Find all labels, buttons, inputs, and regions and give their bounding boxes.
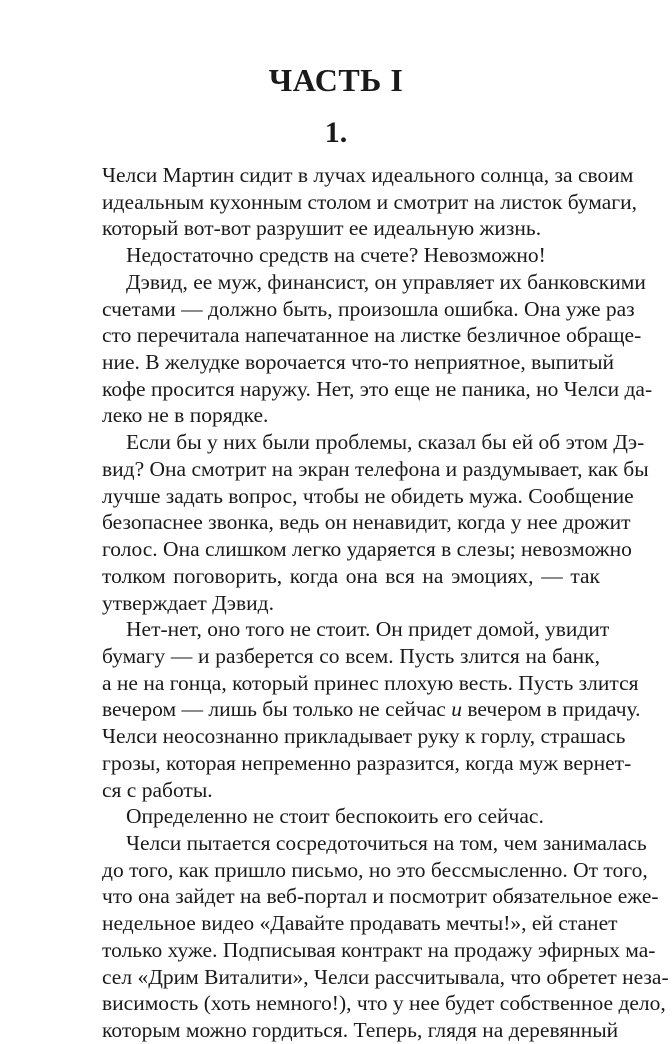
text-line: грозы, которая непременно разразится, когда муж вернет- xyxy=(102,750,632,775)
text-line: Нет-нет, оно того не стоит. Он придет домой, увидит xyxy=(126,617,610,642)
text-line: идеальным кухонным столом и смотрит на листок бумаги, xyxy=(102,189,637,214)
text-line: что она зайдет на веб-портал и посмотрит обязательное еже- xyxy=(102,884,659,909)
text-line: Челси пытается сосредоточиться на том, чем занималась xyxy=(126,830,647,855)
text-line: голос. Она слишком легко ударяется в слезы; невозможно xyxy=(102,537,632,562)
part-title: ЧАСТЬ I xyxy=(268,62,404,98)
chapter-number: 1. xyxy=(324,116,348,149)
text-line: а не на гонца, который принес плохую весть. Пусть злится xyxy=(102,670,639,695)
text-line: ние. В желудке ворочается что-то неприятное, выпитый xyxy=(102,350,615,375)
text-line: Челси неосознанно прикладывает руку к горлу, страшась xyxy=(102,724,626,749)
text-line: который вот-вот разрушит ее идеальную жизнь. xyxy=(102,216,542,241)
text-line: Недостаточно средств на счете? Невозможно! xyxy=(126,243,546,268)
text-line: лучше задать вопрос, чтобы не обидеть мужа. Сообщение xyxy=(102,483,634,508)
text-line: только хуже. Подписывая контракт на продажу эфирных ма- xyxy=(102,937,656,962)
text-line: вечером — лишь бы только не сейчас и вечером в придачу. xyxy=(102,697,641,722)
text-line: кофе просится наружу. Нет, это еще не паника, но Челси да- xyxy=(102,376,653,401)
text-line: ся с работы. xyxy=(102,777,213,802)
text-line: леко не в порядке. xyxy=(102,403,269,428)
text-line: которым можно гордиться. Теперь, глядя на деревянный xyxy=(102,1018,619,1042)
text-line: бумагу — и разберется со всем. Пусть злится на банк, xyxy=(102,643,600,668)
text-line: утверждает Дэвид. xyxy=(102,590,274,615)
text-line: Челси Мартин сидит в лучах идеального солнца, за своим xyxy=(102,163,634,187)
text-line: Если бы у них были проблемы, сказал бы ей об этом Дэ- xyxy=(126,430,645,455)
text-line: висимость (хоть немного!), что у нее будет собственное дело, xyxy=(102,991,666,1016)
text-line: сел «Дрим Виталити», Челси рассчитывала, что обретет неза- xyxy=(102,964,669,989)
emphasis: и xyxy=(451,697,462,722)
text-line: вид? Она смотрит на экран телефона и раздумывает, как бы xyxy=(102,456,649,481)
text-line: недельное видео «Давайте продавать мечты!», ей станет xyxy=(102,911,618,936)
chapter-body-text xyxy=(102,162,669,1044)
text-line: безопаснее звонка, ведь он ненавидит, когда у нее дрожит xyxy=(102,510,631,535)
text-line: до того, как пришло письмо, но это бессмысленно. От того, xyxy=(102,857,648,882)
text-line: Дэвид, ее муж, финансист, он управляет их банковскими xyxy=(126,269,646,294)
text-line: Определенно не стоит беспокоить его сейчас. xyxy=(126,804,544,829)
text-line: толком поговорить, когда она вся на эмоциях, — так xyxy=(102,563,600,588)
text-line: сто перечитала напечатанное на листке безличное обраще- xyxy=(102,323,642,348)
text-line: счетами — должно быть, произошла ошибка. Она уже раз xyxy=(102,296,635,321)
